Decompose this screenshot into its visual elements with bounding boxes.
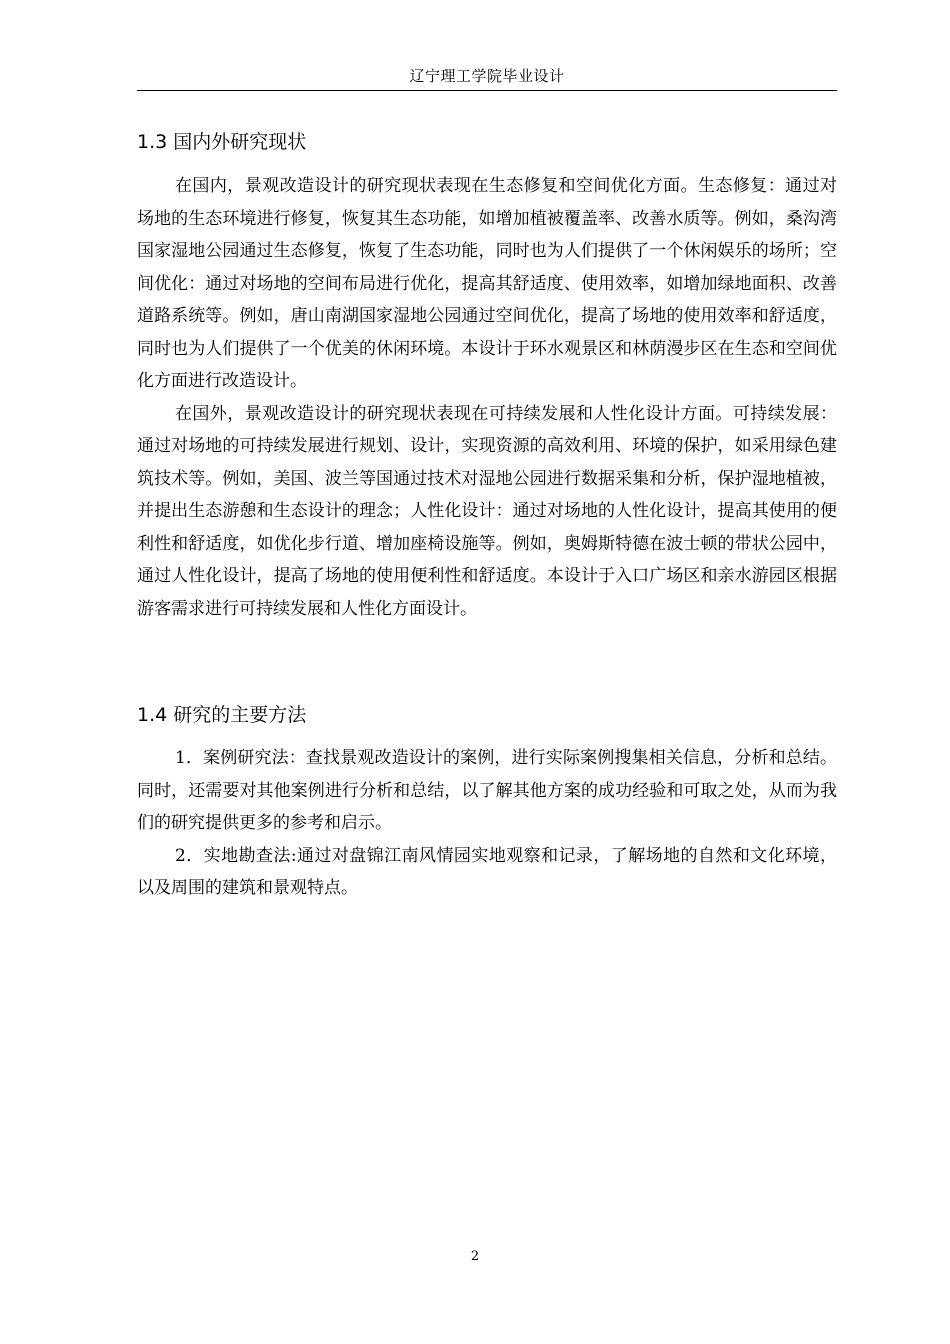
section-1-3-body bbox=[137, 170, 837, 625]
page-header: 辽宁理工学院毕业设计 bbox=[137, 62, 837, 91]
paragraph-case-study-method: 1．案例研究法：查找景观改造设计的案例，进行实际案例搜集相关信息，分析和总结。同时，还需要对其他案例进行分析和总结，以了解其他方案的成功经验和可取之处，从而为我们的研究提供更多的参考和启示。 bbox=[137, 748, 837, 833]
paragraph-domestic-research: 在国内，景观改造设计的研究现状表现在生态修复和空间优化方面。生态修复：通过对场地的生态环境进行修复，恢复其生态功能，如增加植被覆盖率、改善水质等。例如，桑沟湾国家湿地公园通过生态修复，恢复了生态功能，同时也为人们提供了一个休闲娱乐的场所；空间优化：通过对场地的空间布局进行优化，提高其舒适度、使用效率，如增加绿地面积、改善道路系统等。例如，唐山南湖国家湿地公园通过空间优化，提高了场地的使用效率和舒适度，同时也为人们提供了一个优美的休闲环境。本设计于环水观景区和林荫漫步区在生态和空间优化方面进行改造设计。 bbox=[137, 176, 837, 391]
section-heading-1-4: 1.4 研究的主要方法 bbox=[137, 704, 307, 726]
page-number: 2 bbox=[470, 1249, 480, 1264]
paragraph-field-survey-method: 2．实地勘查法:通过对盘锦江南风情园实地观察和记录，了解场地的自然和文化环境，以及周围的建筑和景观特点。 bbox=[137, 845, 837, 898]
section-1-4-body bbox=[137, 742, 837, 905]
paragraph-foreign-research: 在国外，景观改造设计的研究现状表现在可持续发展和人性化设计方面。可持续发展：通过对场地的可持续发展进行规划、设计，实现资源的高效利用、环境的保护，如采用绿色建筑技术等。例如，美国、波兰等国通过技术对湿地公园进行数据采集和分析，保护湿地植被，并提出生态游憩和生态设计的理念；人性化设计：通过对场地的人性化设计，提高其使用的便利性和舒适度，如优化步行道、增加座椅设施等。例如，奥姆斯特德在波士顿的带状公园中，通过人性化设计，提高了场地的使用便利性和舒适度。本设计于入口广场区和亲水游园区根据游客需求进行可持续发展和人性化方面设计。 bbox=[137, 403, 837, 619]
section-heading-1-3: 1.3 国内外研究现状 bbox=[137, 131, 307, 153]
